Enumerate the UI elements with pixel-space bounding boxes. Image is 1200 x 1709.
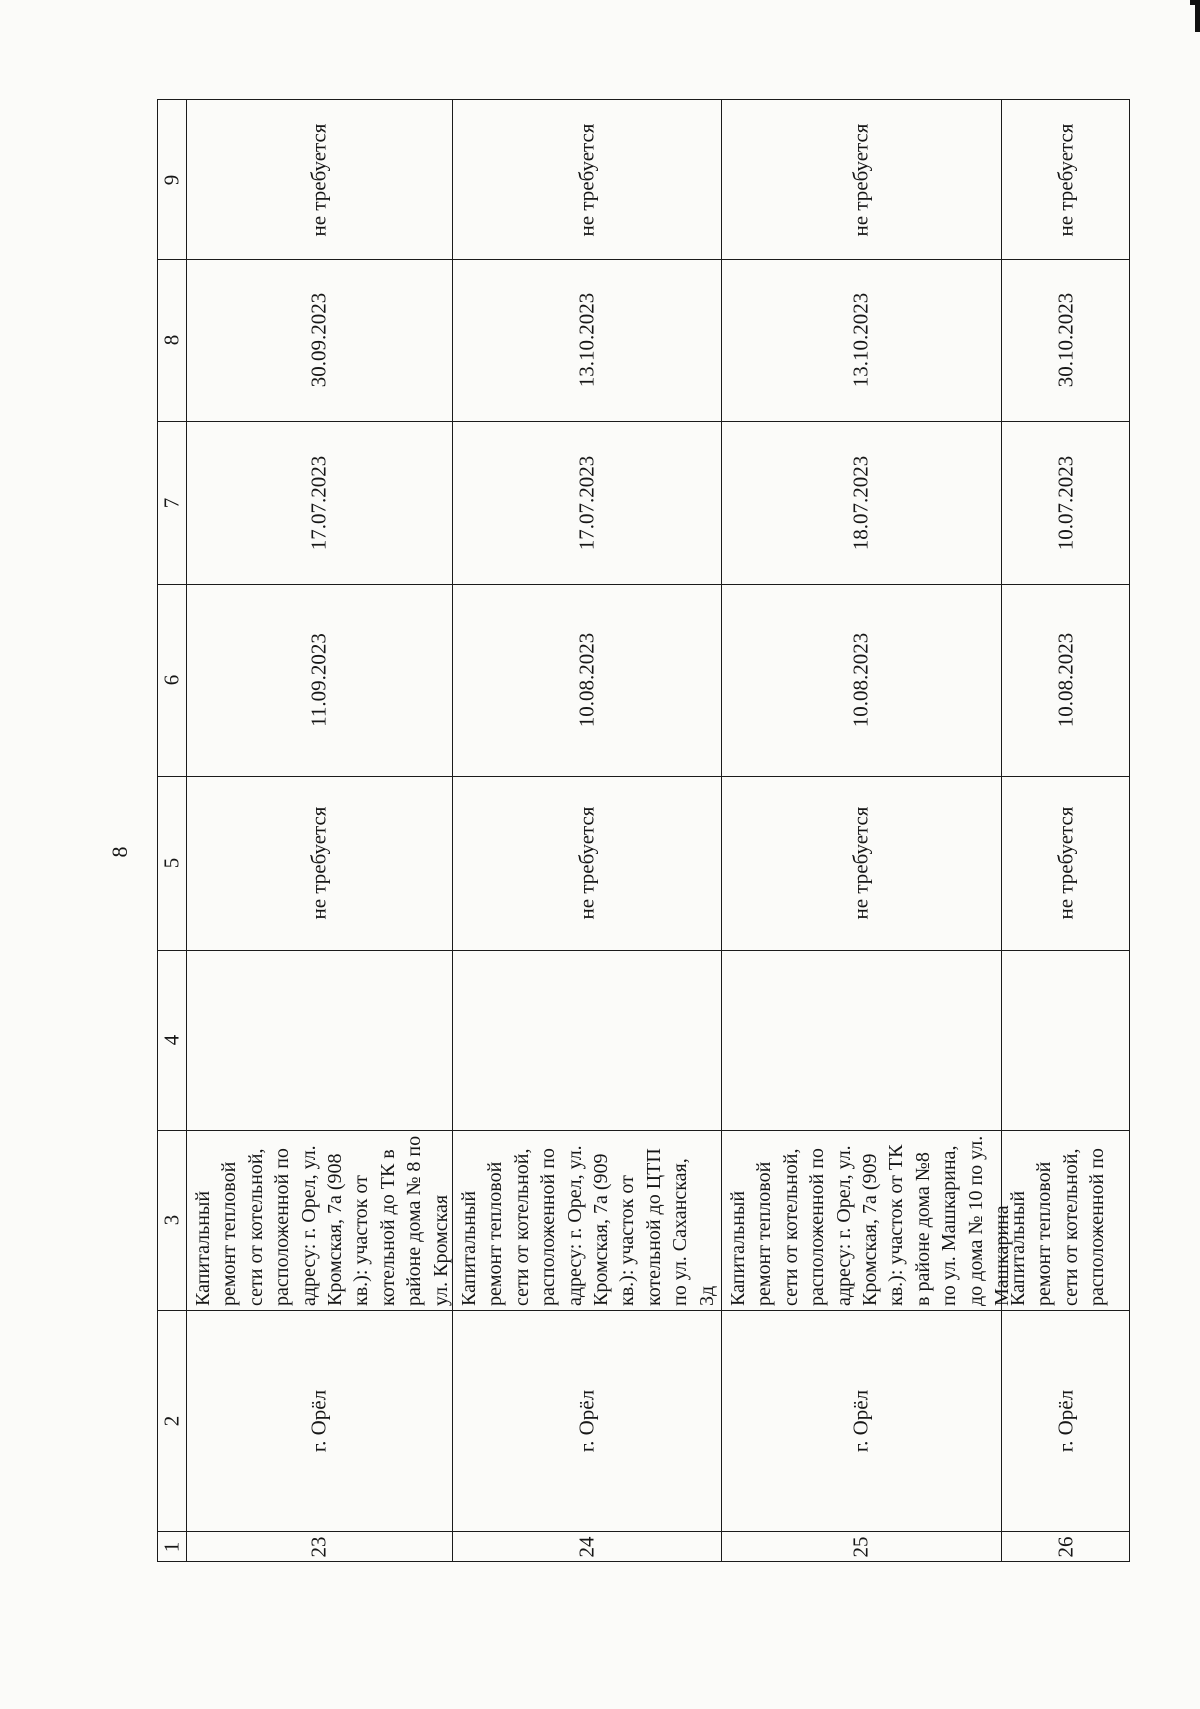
row-23-col9-text: не требуется [306,123,331,236]
row-23-col7 [186,421,452,584]
row-23-no [186,1531,452,1563]
row-24-col5 [452,776,721,950]
header-col-3-text: 3 [159,1214,184,1226]
row-26-description: Капитальный ремонт тепловой сети от котельной, расположенной по [1007,1148,1109,1306]
row-26-col6-text: 10.08.2023 [1053,632,1078,728]
row-26-col6 [1001,584,1131,776]
row-25-no-text: 25 [848,1536,873,1558]
row-23-col8-text: 30.09.2023 [306,292,331,388]
row-24-col7 [452,421,721,584]
column-separator [158,1130,1129,1131]
row-26-no [1001,1531,1131,1563]
header-col-2 [158,1310,186,1531]
header-col-7-text: 7 [159,497,184,508]
row-23-no-text: 23 [306,1536,331,1558]
row-24-col6 [452,584,721,776]
row-25-col8 [721,259,1001,421]
row-23-col6-text: 11.09.2023 [306,633,331,727]
row-25-description: Капитальный ремонт тепловой сети от котельной, расположенной по адресу: г. Орел, ул. Кромская, 7а (909 кв.): участок от ТК в районе дома №8 по ул. Машкарина, до дома № 10 по ул. Машкарина [727,1135,1014,1306]
row-24-col4 [452,950,721,1130]
rotated-table [157,99,1130,1562]
row-26-col7 [1001,421,1131,584]
row-25-city-text: г. Орёл [848,1389,873,1452]
row-26-col5-text: не требуется [1053,806,1078,920]
page-number: 8 [107,846,132,858]
header-col-5-text: 5 [159,857,184,869]
row-25-col9-text: не требуется [848,123,873,236]
row-26-col8-text: 30.10.2023 [1053,292,1078,388]
row-23-city [186,1310,452,1531]
row-26-no-text: 26 [1053,1536,1078,1558]
row-25-col6 [721,584,1001,776]
row-26-col9 [1001,100,1131,259]
row-24-city [452,1310,721,1531]
row-24-col8-text: 13.10.2023 [574,292,598,388]
header-col-8-text: 8 [159,334,184,346]
row-25-no [721,1531,1001,1563]
row-24-no-text: 24 [574,1536,598,1558]
header-col-6-text: 6 [159,674,184,686]
header-col-2-text: 2 [159,1415,184,1426]
row-26-col4 [1001,950,1131,1130]
row-23-col5-text: не требуется [306,806,331,920]
scan-corner-mark [1190,0,1200,32]
row-24-col9-text: не требуется [574,123,598,236]
header-col-1 [158,1531,186,1563]
header-col-9-text: 9 [159,174,184,185]
row-25-col4 [721,950,1001,1130]
row-25-col5 [721,776,1001,950]
row-23-description: Капитальный ремонт тепловой сети от котельной, расположенной по адресу: г. Орел, ул. Кромская, 7а (908 кв.): участок от котельной до ТК в районе дома № 8 по ул. Кромская [192,1135,452,1306]
row-25-city [721,1310,1001,1531]
row-25-col5-text: не требуется [848,806,873,920]
row-23-col6 [186,584,452,776]
row-25-col6-text: 10.08.2023 [848,632,873,728]
header-col-4 [158,950,186,1130]
row-23-col9 [186,100,452,259]
header-col-1-text: 1 [159,1541,184,1553]
row-23-col7-text: 17.07.2023 [306,455,331,550]
row-24-description: Капитальный ремонт тепловой сети от котельной, расположенной по адресу: г. Орел, ул. Кромская, 7а (909 кв.): участок от котельной до ЦТП по ул. Саханская, 3д [458,1145,718,1306]
row-25-col7-text: 18.07.2023 [848,455,873,550]
row-24-city-text: г. Орёл [574,1389,598,1452]
row-24-col7-text: 17.07.2023 [574,455,598,550]
row-24-col6-text: 10.08.2023 [574,632,598,728]
row-24-col8 [452,259,721,421]
row-23-col8 [186,259,452,421]
header-col-3 [158,1130,186,1310]
row-26-city-text: г. Орёл [1053,1389,1078,1452]
header-col-5 [158,776,186,950]
row-24-no [452,1531,721,1563]
row-25-col7 [721,421,1001,584]
row-26-col5 [1001,776,1131,950]
header-col-7 [158,421,186,584]
header-col-6 [158,584,186,776]
header-col-9 [158,100,186,259]
header-col-8 [158,259,186,421]
row-26-col9-text: не требуется [1053,123,1078,236]
row-23-city-text: г. Орёл [306,1389,331,1452]
row-24-col9 [452,100,721,259]
row-26-col8 [1001,259,1131,421]
row-23-col4 [186,950,452,1130]
row-26-col7-text: 10.07.2023 [1053,455,1078,550]
row-23-col5 [186,776,452,950]
row-24-col5-text: не требуется [574,806,598,920]
row-25-col9 [721,100,1001,259]
header-col-4-text: 4 [159,1034,184,1046]
row-26-city [1001,1310,1131,1531]
row-25-col8-text: 13.10.2023 [848,292,873,388]
